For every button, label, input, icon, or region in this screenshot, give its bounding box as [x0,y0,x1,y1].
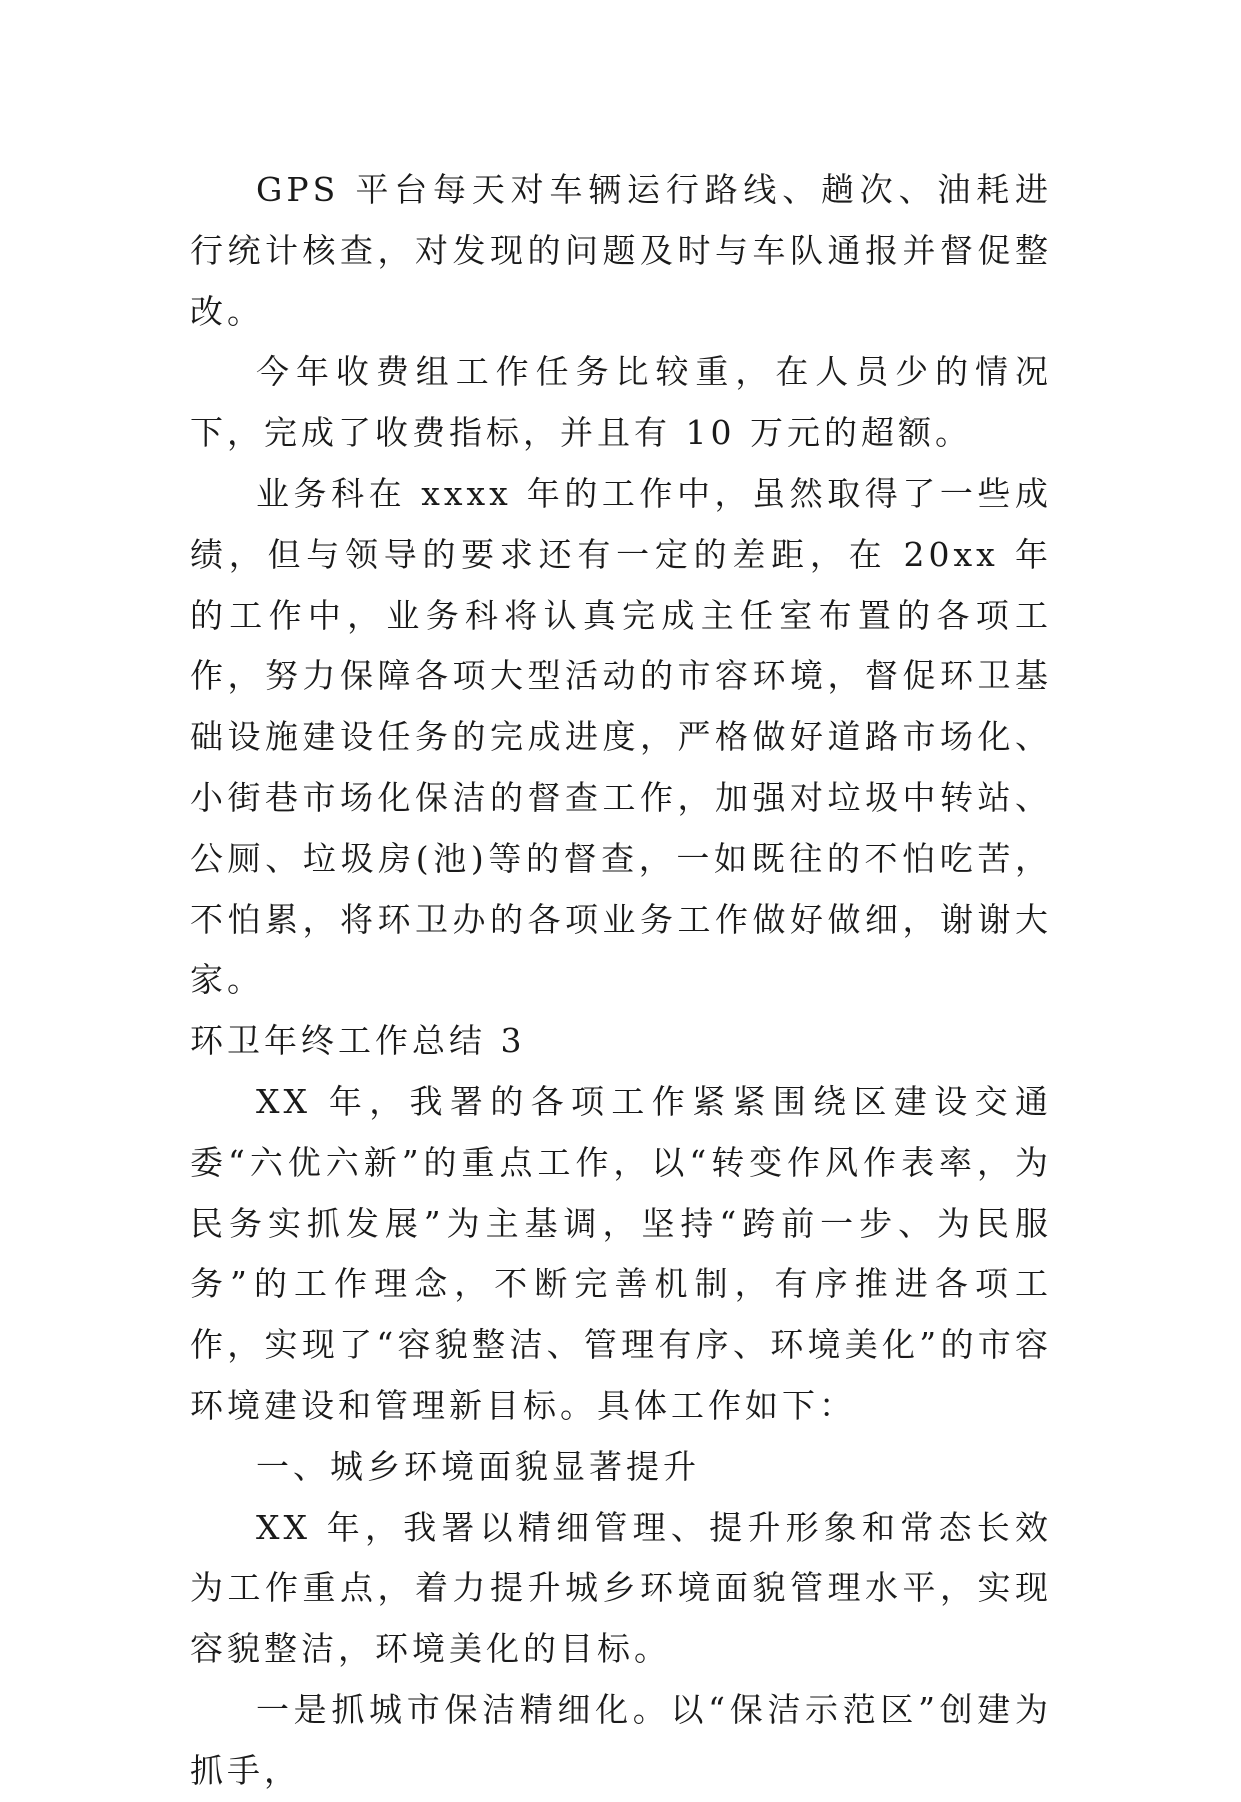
paragraph-fine-management: XX 年，我署以精细管理、提升形象和常态长效为工作重点，着力提升城乡环境面貌管理水平，实现容貌整洁，环境美化的目标。 [190,1507,1052,1669]
paragraph-business-dept: 业务科在 xxxx 年的工作中，虽然取得了一些成绩，但与领导的要求还有一定的差距，在 20xx 年的工作中，业务科将认真完成主任室布置的各项工作，努力保障各项大型活动的市容环境，督促环卫基础设施建设任务的完成进度，严格做好道路市场化、小街巷市场化保洁的督查工作，加强对垃圾中转站、公厕、垃圾房(池)等的督查，一如既往的不怕吃苦，不怕累，将环卫办的各项业务工作做好做细，谢谢大家。 [190,473,1052,1000]
document-body [190,160,1052,1802]
paragraph-city-cleaning: 一是抓城市保洁精细化。以“保洁示范区”创建为抓手， [190,1689,1052,1790]
paragraph-intro: XX 年，我署的各项工作紧紧围绕区建设交通委“六优六新”的重点工作，以“转变作风作表率，为民务实抓发展”为主基调，坚持“跨前一步、为民服务”的工作理念，不断完善机制，有序推进各项工作，实现了“容貌整洁、管理有序、环境美化”的市容环境建设和管理新目标。具体工作如下： [190,1081,1052,1425]
paragraph-fee-collection: 今年收费组工作任务比较重，在人员少的情况下，完成了收费指标，并且有 10 万元的超额。 [190,352,1052,453]
subheading-environment: 一、城乡环境面貌显著提升 [256,1446,700,1486]
section-title: 环卫年终工作总结 3 [190,1021,526,1061]
paragraph-gps-platform: GPS 平台每天对车辆运行路线、趟次、油耗进行统计核查，对发现的问题及时与车队通报并督促整改。 [190,170,1052,331]
